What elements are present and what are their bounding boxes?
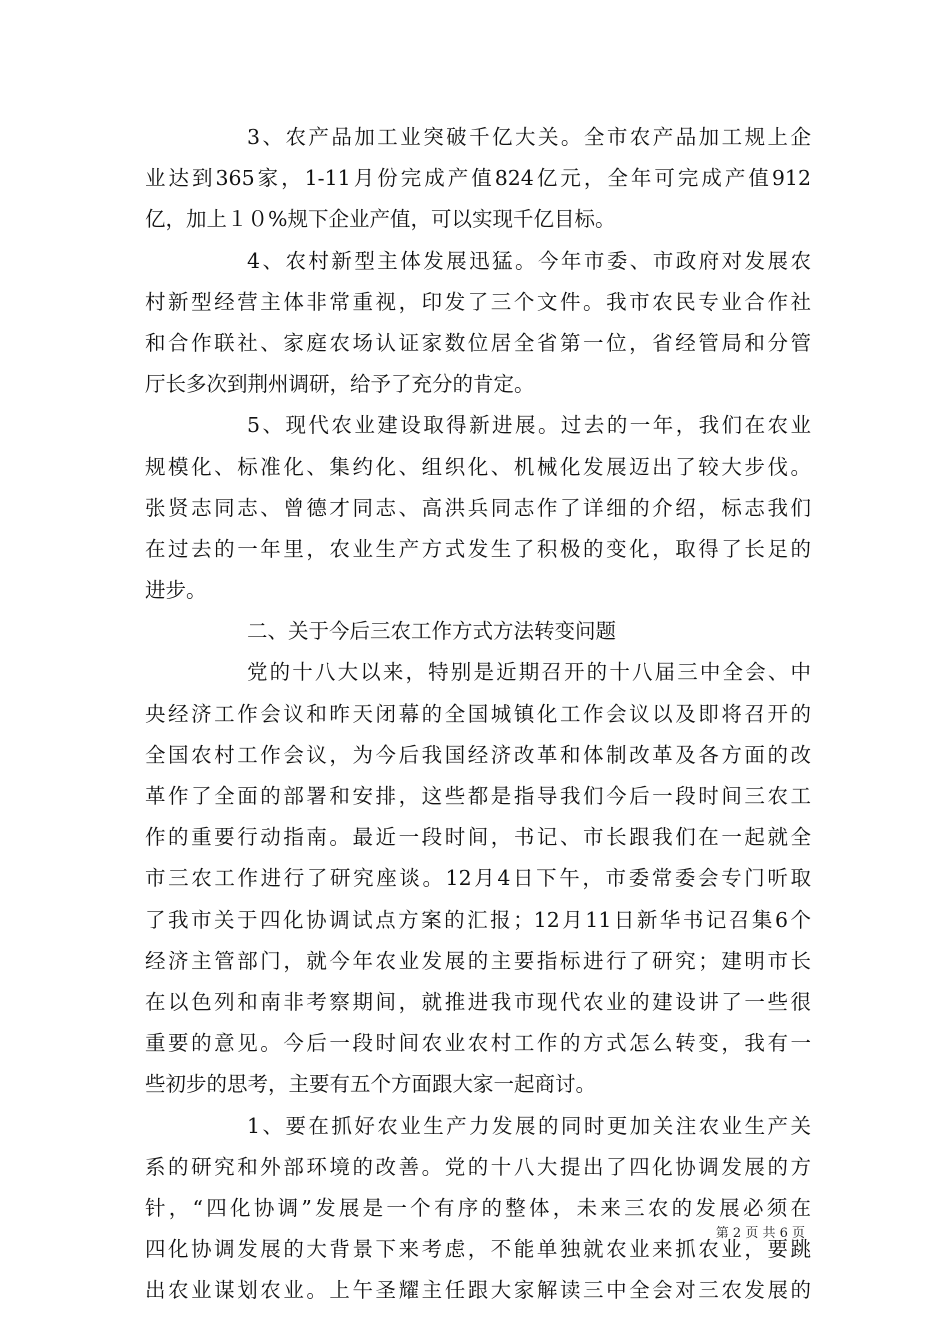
text-line: 经济主管部门，就今年农业发展的主要指标进行了研究；建明市长: [145, 948, 811, 973]
text-line: 市三农工作进行了研究座谈。12月4日下午，市委常委会专门听取: [145, 866, 811, 891]
text-line: 和合作联社、家庭农场认证家数位居全省第一位，省经管局和分管: [145, 330, 811, 355]
text-line: 重要的意见。今后一段时间农业农村工作的方式怎么转变，我有一: [145, 1031, 811, 1056]
text-line: 出农业谋划农业。上午圣耀主任跟大家解读三中全会对三农发展的: [145, 1278, 811, 1303]
text-line: 4、农村新型主体发展迅猛。今年市委、市政府对发展农: [247, 248, 811, 273]
text-line: 了我市关于四化协调试点方案的汇报；12月11日新华书记召集6个: [145, 907, 811, 932]
text-line: 进步。: [145, 578, 207, 603]
text-line: 在过去的一年里，农业生产方式发生了积极的变化，取得了长足的: [145, 536, 811, 561]
text-line: 5、现代农业建设取得新进展。过去的一年，我们在农业: [247, 413, 811, 438]
text-line: 央经济工作会议和昨天闭幕的全国城镇化工作会议以及即将召开的: [145, 701, 811, 726]
text-line: 村新型经营主体非常重视，印发了三个文件。我市农民专业合作社: [145, 289, 811, 314]
text-line: 针，“四化协调”发展是一个有序的整体，未来三农的发展必须在: [145, 1195, 811, 1220]
page-number: 第 2 页 共 6 页: [715, 1226, 805, 1241]
text-line: 3、农产品加工业突破千亿大关。全市农产品加工规上企: [247, 125, 811, 149]
text-line: 党的十八大以来，特别是近期召开的十八届三中全会、中: [247, 660, 811, 685]
text-line: 1、要在抓好农业生产力发展的同时更加关注农业生产关: [247, 1113, 811, 1138]
text-line: 业达到365家，1-11月份完成产值824亿元，全年可完成产值912: [145, 166, 811, 191]
text-line: 四化协调发展的大背景下来考虑，不能单独就农业来抓农业，要跳: [145, 1237, 811, 1262]
document-body: [145, 117, 811, 1311]
text-line: 系的研究和外部环境的改善。党的十八大提出了四化协调发展的方: [145, 1154, 811, 1179]
text-line: 张贤志同志、曾德才同志、高洪兵同志作了详细的介绍，标志我们: [145, 495, 811, 520]
text-line: 在以色列和南非考察期间，就推进我市现代农业的建设讲了一些很: [145, 989, 811, 1014]
section-heading: 二、关于今后三农工作方式方法转变问题: [247, 619, 616, 644]
text-line: 厅长多次到荆州调研，给予了充分的肯定。: [145, 372, 535, 397]
text-line: 作的重要行动指南。最近一段时间，书记、市长跟我们在一起就全: [145, 825, 811, 850]
text-line: 些初步的思考，主要有五个方面跟大家一起商讨。: [145, 1072, 596, 1097]
text-line: 革作了全面的部署和安排，这些都是指导我们今后一段时间三农工: [145, 784, 811, 808]
text-line: 全国农村工作会议，为今后我国经济改革和体制改革及各方面的改: [145, 742, 811, 767]
text-line: 规模化、标准化、集约化、组织化、机械化发展迈出了较大步伐。: [145, 454, 811, 479]
text-line: 亿，加上１０%规下企业产值，可以实现千亿目标。: [145, 207, 616, 232]
